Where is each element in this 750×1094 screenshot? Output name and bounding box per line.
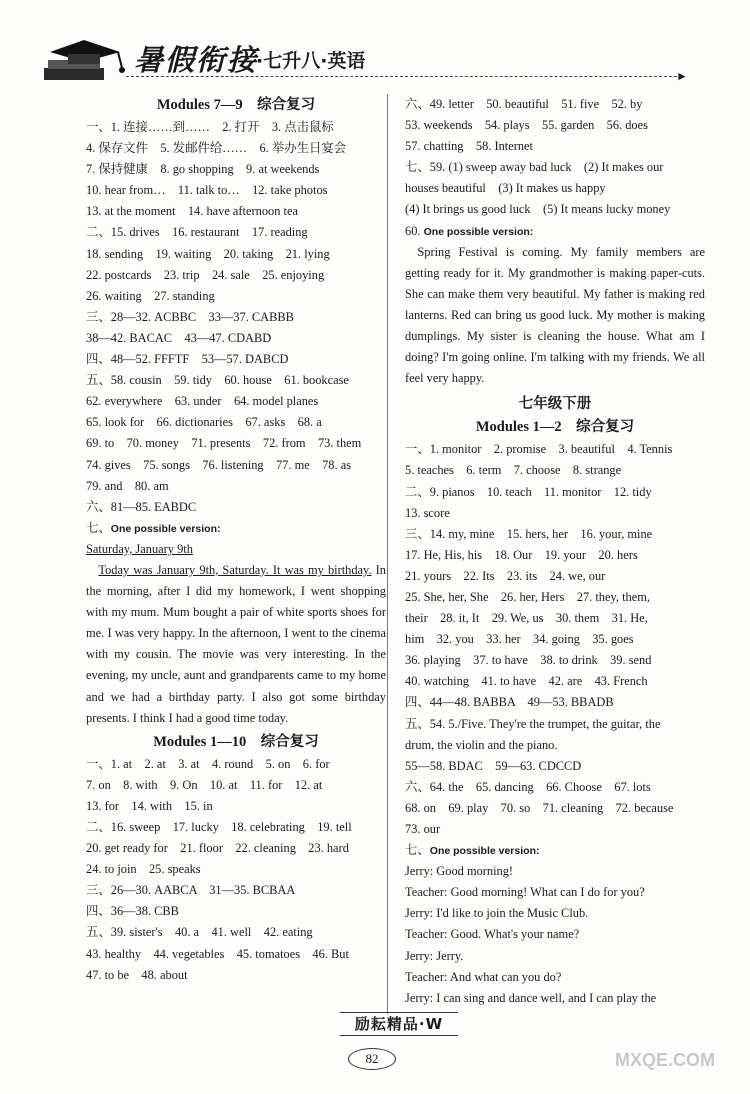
essay-date: Saturday, January 9th [86,541,193,556]
answer-line: him 32. you 33. her 34. going 35. goes [405,632,634,647]
answer-line: 四、48—52. FFFTF 53—57. DABCD [86,352,289,367]
answer-line: 10. hear from… 11. talk to… 12. take photos [86,183,328,198]
answer-line: 一、1. monitor 2. promise 3. beautiful 4. Tennis [405,442,673,457]
answer-line: 74. gives 75. songs 76. listening 77. me 78. as [86,457,352,472]
right-column [405,94,705,1009]
answer-line: 七、59. (1) sweep away bad luck (2) It makes our [405,160,664,175]
answer-line: 65. look for 66. dictionaries 67. asks 68. a [86,415,322,430]
answer-line: 一、1. 连接……到…… 2. 打开 3. 点击鼠标 [86,120,334,134]
answer-line: 36. playing 37. to have 38. to drink 39. send [405,653,652,668]
header-title: 暑假衔接 [134,43,259,77]
answer-line: 62. everywhere 63. under 64. model planes [86,394,319,409]
column-divider [387,94,388,1014]
answer-line: 22. postcards 23. trip 24. sale 25. enjoying [86,267,325,282]
left-column [86,94,386,986]
essay-paragraph: Today was January 9th, Saturday. It was my birthday. In the morning, after I did my homework, I went shopping with my mum. Mum bought a pair of white sports shoes for me. I was very happy. In the afternoon, I went to the cinema with my cousin. The movie was very interesting. In the evening, my uncle, aunt and grandparents came to my home and we had a birthday party. I also got some birthday presents. I think I had a good time today. [86,562,386,725]
answer-line: 六、64. the 65. dancing 66. Choose 67. lots [405,779,651,794]
answer-line: 六、49. letter 50. beautiful 51. five 52. by [405,97,643,111]
header-divider [126,76,682,77]
answer-line: 24. to join 25. speaks [86,862,201,877]
arrow-icon: ► [676,69,688,83]
answer-line: drum, the violin and the piano. [405,737,558,752]
answer-line: 二、15. drives 16. restaurant 17. reading [86,225,308,240]
answer-line: 40. watching 41. to have 42. are 43. French [405,674,648,689]
answer-line: 7. 保持健康 8. go shopping 9. at weekends [86,162,320,177]
answer-line: 17. He, His, his 18. Our 19. your 20. hers [405,547,638,562]
dialogue [405,861,705,1009]
answer-line: 六、81—85. EABDC [86,499,197,514]
watermark: MXQE.COM [615,1050,716,1070]
dialogue-line: Jerry: I can sing and dance well, and I can play the [405,990,657,1005]
header-subtitle: ·七升八·英语 [256,50,366,72]
answer-line: 三、14. my, mine 15. hers, her 16. your, mine [405,526,653,541]
answer-line: 57. chatting 58. Internet [405,139,534,154]
answer-line: 四、44—48. BABBA 49—53. BBADB [405,695,614,710]
dialogue-line: Jerry: Jerry. [405,948,464,963]
answer-line: 47. to be 48. about [86,967,188,982]
version-heading: 七、One possible version: [86,520,221,535]
page-header [30,34,690,90]
answer-line: their 28. it, It 29. We, us 30. them 31. He, [405,611,648,626]
answer-line: 13. at the moment 14. have afternoon tea [86,204,298,219]
answer-line: 25. She, her, She 26. her, Hers 27. they, them, [405,589,650,604]
answer-line: 4. 保存文件 5. 发邮件给…… 6. 举办生日宴会 [86,141,347,156]
answer-line: 五、58. cousin 59. tidy 60. house 61. bookcase [86,373,349,388]
answer-list-modules-1-2 [405,439,705,840]
answer-list-modules-1-10 [86,754,386,986]
answer-line: 26. waiting 27. standing [86,288,215,303]
dialogue-line: Teacher: Good. What's your name? [405,927,580,942]
dialogue-line: Teacher: And what can you do? [405,969,562,984]
version-heading-7: 七、One possible version: [405,843,540,858]
answer-line: 一、1. at 2. at 3. at 4. round 5. on 6. for [86,756,330,771]
answer-line: 五、39. sister's 40. a 41. well 42. eating [86,925,313,940]
section-title-modules-1-2: Modules 1—2 综合复习 [475,419,635,436]
answer-line: 18. sending 19. waiting 20. taking 21. lying [86,246,330,261]
answer-line: 55—58. BDAC 59—63. CDCCD [405,758,582,773]
answer-line: 7. on 8. with 9. On 10. at 11. for 12. at [86,777,323,792]
answer-line: 38—42. BACAC 43—47. CDABD [86,330,272,345]
answer-line: 43. healthy 44. vegetables 45. tomatoes 46. But [86,946,349,961]
answer-line: 53. weekends 54. plays 55. garden 56. does [405,118,648,133]
answer-line: 三、28—32. ACBBC 33—37. CABBB [86,309,294,324]
answer-line: (4) It brings us good luck (5) It means lucky money [405,202,671,217]
answer-line: 三、26—30. AABCA 31—35. BCBAA [86,883,296,898]
answer-line: 13. for 14. with 15. in [86,798,213,813]
grade-title: 七年级下册 [518,396,592,413]
answer-line: 二、16. sweep 17. lucky 18. celebrating 19. tell [86,820,352,834]
answer-line: houses beautiful (3) It makes us happy [405,181,606,196]
section-title-modules-1-10: Modules 1—10 综合复习 [153,733,319,750]
dialogue-line: Jerry: I'd like to join the Music Club. [405,906,589,921]
answer-list-continued [405,94,705,221]
dialogue-line: Teacher: Good morning! What can I do for you? [405,885,645,900]
answer-line: 69. to 70. money 71. presents 72. from 73. them [86,436,362,451]
page-number: 82 [348,1048,396,1070]
footer-brand [330,1012,470,1038]
answer-line: 68. on 69. play 70. so 71. cleaning 72. because [405,800,674,815]
answer-line: 79. and 80. am [86,478,169,493]
answer-line: 20. get ready for 21. floor 22. cleaning 23. hard [86,841,349,856]
graduation-cap-books-icon [40,34,130,84]
version-heading-60: 60. One possible version: [405,223,534,238]
brand-label: 励耘精品·W [340,1012,458,1036]
answer-line: 73. our [405,822,441,836]
answer-line: 五、54. 5./Five. They're the trumpet, the guitar, the [405,716,661,731]
essay-spring-festival: Spring Festival is coming. My family members are getting ready for it. My grandmother is making paper-cuts. She can make them very beautiful. My father is making red lanterns. Red can bring us good luck. My mother is making dumplings. My sister is cleaning the house. What am I doing? I'm going online. I'm talking with my friends. We all feel very happy. [405,244,705,386]
answer-line: 5. teaches 6. term 7. choose 8. strange [405,463,622,478]
answer-line: 13. score [405,505,450,520]
answer-line: 四、36—38. CBB [86,904,179,919]
answer-line: 二、9. pianos 10. teach 11. monitor 12. tidy [405,484,652,499]
dialogue-line: Jerry: Good morning! [405,864,514,879]
section-title-modules-7-9: Modules 7—9 综合复习 [156,97,316,113]
answer-list-modules-7-9 [86,117,386,518]
answer-line: 21. yours 22. Its 23. its 24. we, our [405,568,606,583]
